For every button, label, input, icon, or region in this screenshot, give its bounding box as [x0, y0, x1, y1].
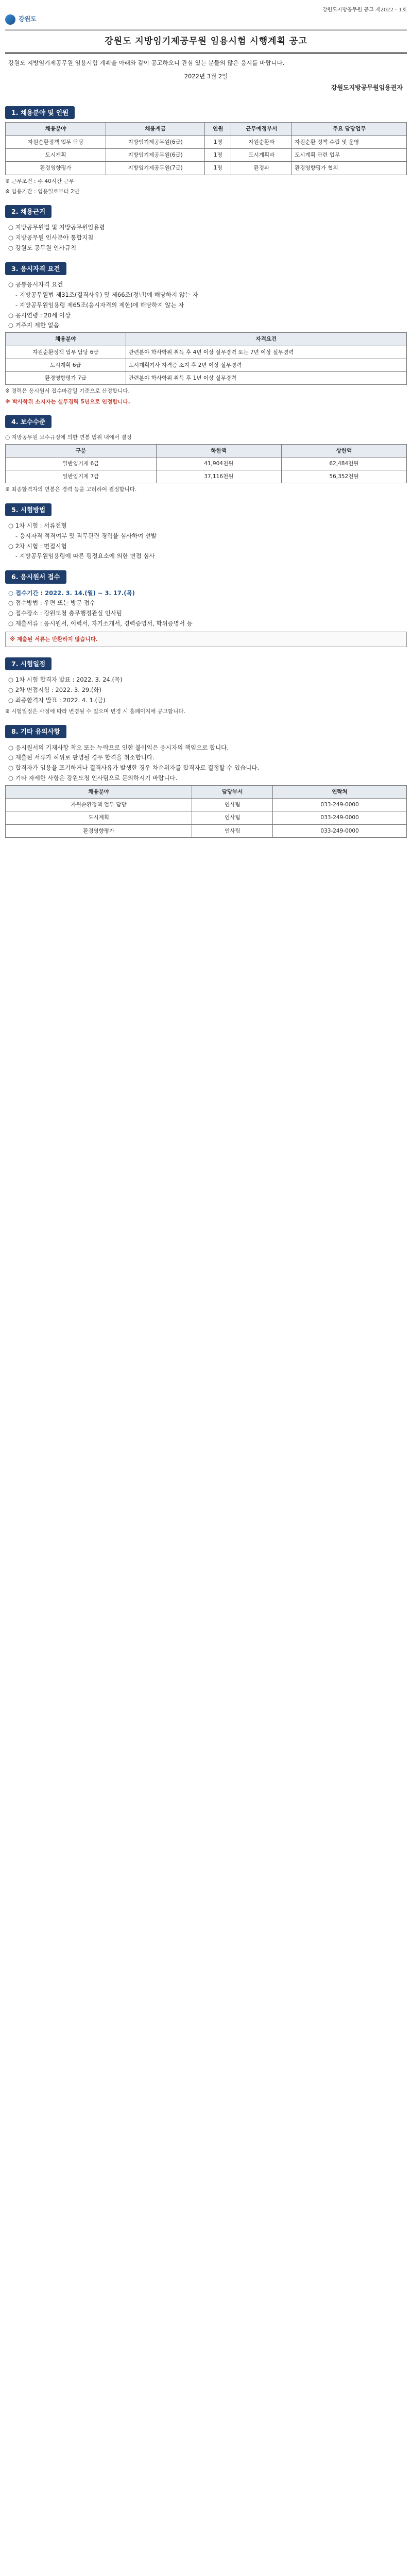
table-cell: 도시계획: [6, 811, 192, 824]
list-item: ○ 2차 시험 : 면접시험: [8, 542, 67, 550]
caution-list: [5, 743, 407, 783]
org-name: 강원도: [19, 15, 37, 23]
list-item: ○ 지방공무원법 및 지방공무원임용령: [8, 224, 105, 231]
section-heading: 7. 시험일정: [5, 657, 52, 670]
section-heading: 6. 응시원서 접수: [5, 570, 66, 583]
table-cell: 환경영향평가: [6, 824, 192, 837]
table-cell: 도시계획: [6, 148, 106, 161]
section-heading: 1. 채용분야 및 인원: [5, 106, 75, 119]
table-row: [6, 811, 407, 824]
table-cell: 37,116천원: [156, 470, 281, 483]
table-cell: 자원순환정책 업무 담당 6급: [6, 346, 126, 359]
table-cell: 033-249-0000: [273, 799, 407, 811]
list-item: ○ 2차 면접시험 : 2022. 3. 29.(화): [8, 686, 101, 694]
col-header: 상한액: [281, 444, 406, 457]
col-header: 채용계급: [106, 123, 205, 135]
table-cell: 환경영향평가 협의: [292, 162, 407, 175]
warning-box: ※ 제출된 서류는 반환하지 않습니다.: [5, 632, 407, 647]
section-heading: 2. 채용근거: [5, 205, 52, 218]
table-cell: 인사팀: [192, 811, 273, 824]
table-row: [6, 346, 407, 359]
table-cell: 인사팀: [192, 799, 273, 811]
list-item: ○ 제출된 서류가 허위로 판명될 경우 합격을 취소합니다.: [8, 754, 154, 761]
table-cell: 자원순환정책 업무 담당: [6, 799, 192, 811]
list-item: ○ 강원도 공무원 인사규칙: [8, 244, 77, 252]
section-heading: 4. 보수수준: [5, 415, 52, 428]
schedule-note: ※ 시험일정은 사정에 따라 변경될 수 있으며 변경 시 홈페이지에 공고합니다.: [5, 708, 185, 715]
table-cell: 1명: [205, 135, 231, 148]
eligibility-list: [5, 280, 407, 330]
table-note: ※ 박사학위 소지자는 실무경력 5년으로 인정합니다.: [5, 398, 130, 405]
recruitment-table: [5, 122, 407, 175]
col-header: 채용분야: [6, 333, 126, 346]
pay-intro: ○ 지방공무원 보수규정에 의한 연봉 범위 내에서 결정: [5, 434, 132, 441]
col-header: 연락처: [273, 785, 407, 798]
col-header: 인원: [205, 123, 231, 135]
signer: 강원도지방공무원임용권자: [331, 84, 403, 92]
table-cell: 자원순환정책 업무 담당: [6, 135, 106, 148]
col-header: 주요 담당업무: [292, 123, 407, 135]
table-cell: 도시계획 6급: [6, 359, 126, 371]
list-item: ○ 접수기간 : 2022. 3. 14.(월) ~ 3. 17.(목): [8, 589, 135, 597]
list-item: ○ 접수장소 : 강원도청 총무행정관실 인사팀: [8, 609, 123, 617]
col-header: 담당부서: [192, 785, 273, 798]
table-cell: 56,352천원: [281, 470, 406, 483]
table-row: [6, 824, 407, 837]
table-cell: 도시계획 관련 업무: [292, 148, 407, 161]
list-item: - 지방공무원임용령에 따른 평정요소에 의한 면접 심사: [15, 552, 155, 560]
table-cell: 자원순환과: [231, 135, 292, 148]
notice-date: 2022년 3월 2일: [184, 72, 228, 80]
list-item: ○ 지방공무원 인사분야 통합지침: [8, 234, 94, 242]
contact-table: [5, 785, 407, 838]
table-cell: 1명: [205, 162, 231, 175]
table-cell: 지방임기제공무원(6급): [106, 148, 205, 161]
col-header: 하한액: [156, 444, 281, 457]
exam-method-list: [5, 521, 407, 561]
table-row: [6, 162, 407, 175]
schedule-list: [5, 675, 407, 705]
list-item: - 지방공무원법 제31조(결격사유) 및 제66조(정년)에 해당하지 않는 자: [15, 291, 198, 299]
table-row: [6, 799, 407, 811]
list-item: ○ 응시원서의 기재사항 착오 또는 누락으로 인한 불이익은 응시자의 책임으로 합니다.: [8, 743, 229, 751]
list-item: ○ 최종합격자 발표 : 2022. 4. 1.(금): [8, 697, 106, 704]
list-item: ○ 합격자가 임용을 포기하거나 결격사유가 발생한 경우 차순위자를 합격자로 결정할 수 있습니다.: [8, 764, 260, 772]
table-cell: 관련분야 학사학위 취득 후 1년 이상 실무경력: [126, 372, 406, 385]
col-header: 근무예정부서: [231, 123, 292, 135]
table-cell: 환경영향평가: [6, 162, 106, 175]
table-cell: 일반임기제 6급: [6, 457, 157, 470]
qualification-table: [5, 332, 407, 385]
table-cell: 일반임기제 7급: [6, 470, 157, 483]
list-item: - 응시자격 적격여부 및 직무관련 경력을 심사하여 선발: [15, 532, 157, 539]
table-cell: 지방임기제공무원(6급): [106, 135, 205, 148]
table-note: ※ 근무조건 : 주 40시간 근무: [5, 178, 74, 184]
list-item: ○ 1차 시험 : 서류전형: [8, 521, 67, 529]
list-item: ○ 제출서류 : 응시원서, 이력서, 자기소개서, 경력증명서, 학위증명서 등: [8, 620, 193, 628]
notice-number: 강원도지방공무원 공고 제2022 - 1호: [322, 7, 407, 13]
col-header: 채용분야: [6, 785, 192, 798]
org-logo: [5, 14, 407, 25]
table-cell: 033-249-0000: [273, 811, 407, 824]
table-cell: 62,484천원: [281, 457, 406, 470]
table-row: [6, 470, 407, 483]
table-cell: 도시계획과: [231, 148, 292, 161]
col-header: 자격요건: [126, 333, 406, 346]
table-cell: 도시계획기사 자격증 소지 후 2년 이상 실무경력: [126, 359, 406, 371]
table-cell: 인사팀: [192, 824, 273, 837]
table-cell: 41,904천원: [156, 457, 281, 470]
table-note: ※ 임용기간 : 임용일로부터 2년: [5, 188, 79, 195]
table-cell: 환경과: [231, 162, 292, 175]
table-cell: 033-249-0000: [273, 824, 407, 837]
list-item: ○ 접수방법 : 우편 또는 방문 접수: [8, 599, 96, 607]
application-list: [5, 589, 407, 629]
table-row: [6, 457, 407, 470]
table-cell: 자원순환 정책 수립 및 운영: [292, 135, 407, 148]
section-heading: 5. 시험방법: [5, 503, 52, 516]
table-cell: 1명: [205, 148, 231, 161]
table-note: ※ 최종합격자의 연봉은 경력 등을 고려하여 결정합니다.: [5, 486, 137, 493]
pay-table: [5, 444, 407, 484]
notice-page: [5, 0, 407, 850]
table-row: [6, 359, 407, 371]
table-cell: 지방임기제공무원(7급): [106, 162, 205, 175]
table-cell: 환경영향평가 7급: [6, 372, 126, 385]
table-row: [6, 372, 407, 385]
list-item: ○ 응시연령 : 20세 이상: [8, 311, 71, 319]
gangwon-logo-icon: [5, 14, 15, 25]
table-cell: 관련분야 학사학위 취득 후 4년 이상 실무경력 또는 7년 이상 실무경력: [126, 346, 406, 359]
list-item: - 지방공무원임용령 제65조(응시자격의 제한)에 해당하지 않는 자: [15, 301, 184, 309]
section-heading: 3. 응시자격 요건: [5, 262, 66, 275]
col-header: 구분: [6, 444, 157, 457]
basis-list: [5, 223, 407, 252]
intro-text: 강원도 지방임기제공무원 임용시험 계획을 아래와 같이 공고하오니 관심 있는 분들의 많은 응시를 바랍니다.: [8, 59, 285, 66]
list-item: ○ 거주지 제한 없음: [8, 321, 59, 329]
table-row: [6, 148, 407, 161]
section-heading: 8. 기타 유의사항: [5, 725, 66, 738]
col-header: 채용분야: [6, 123, 106, 135]
table-row: [6, 135, 407, 148]
table-note: ※ 경력은 응시원서 접수마감일 기준으로 산정합니다.: [5, 388, 130, 395]
list-item: ○ 1차 시험 합격자 발표 : 2022. 3. 24.(목): [8, 676, 123, 684]
list-item: ○ 기타 자세한 사항은 강원도청 인사팀으로 문의하시기 바랍니다.: [8, 774, 178, 782]
list-item: ○ 공통응시자격 요건: [8, 281, 63, 289]
document-title: 강원도 지방임기제공무원 임용시험 시행계획 공고: [5, 29, 407, 54]
